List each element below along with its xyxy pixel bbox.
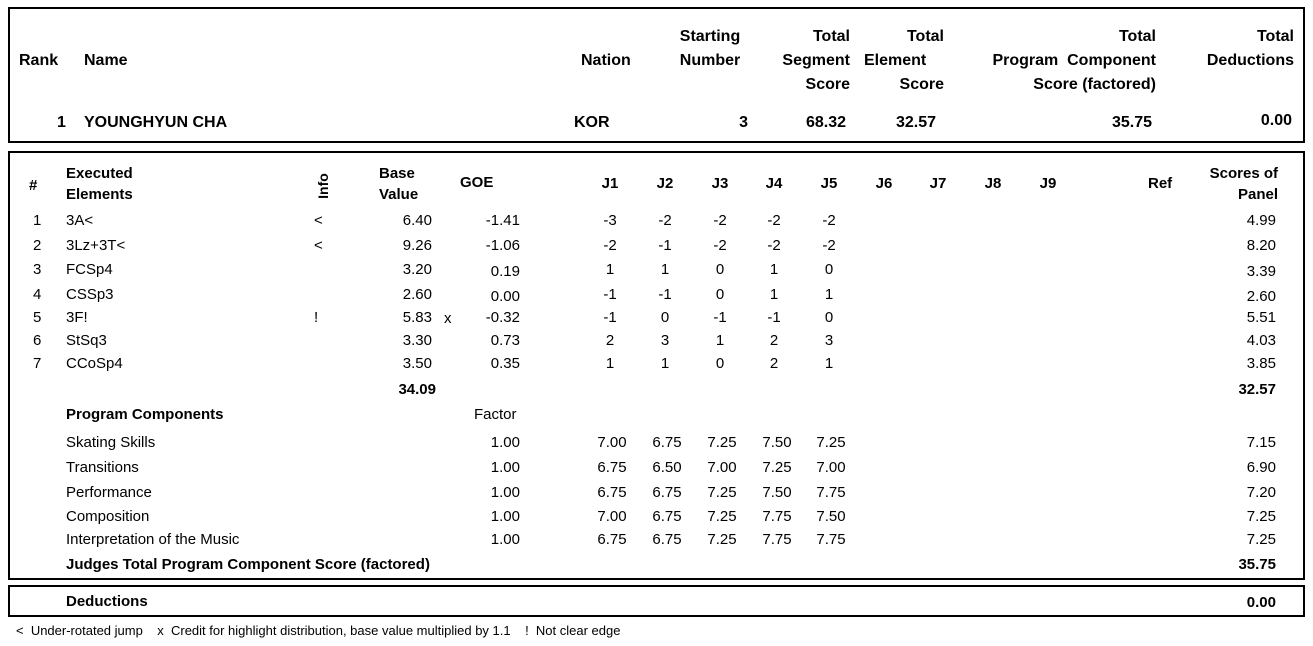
deductions-label: Deductions: [66, 593, 148, 610]
component-factor: 1.00: [490, 508, 520, 525]
component-j2: 6.75: [652, 484, 682, 501]
component-j3: 7.00: [707, 459, 737, 476]
element-number: 6: [33, 332, 42, 349]
element-name: CCoSp4: [66, 355, 123, 372]
skater-pcs: 35.75: [1111, 114, 1152, 131]
component-j1: 6.75: [597, 459, 627, 476]
component-j4: 7.75: [762, 508, 792, 525]
judge-header-j9: J9: [1039, 175, 1057, 192]
element-number: 4: [33, 286, 42, 303]
element-info: <: [314, 212, 323, 229]
element-j3: 0: [715, 261, 725, 278]
element-info: <: [314, 237, 323, 254]
component-panel-score: 7.20: [1246, 484, 1276, 501]
element-number: 7: [33, 355, 42, 372]
element-number: 2: [33, 237, 42, 254]
component-name: Skating Skills: [66, 434, 156, 451]
component-name: Transitions: [66, 459, 139, 476]
component-panel-score: 7.15: [1246, 434, 1276, 451]
judge-header-j4: J4: [765, 175, 783, 192]
element-j1: -2: [603, 237, 617, 254]
skater-summary-box: [8, 7, 1305, 143]
element-goe: 0.00: [490, 288, 520, 305]
component-j4: 7.50: [762, 434, 792, 451]
component-j2: 6.50: [652, 459, 682, 476]
component-panel-score: 6.90: [1246, 459, 1276, 476]
element-j3: -2: [713, 237, 727, 254]
goe-header: GOE: [460, 174, 494, 191]
component-j2: 6.75: [652, 508, 682, 525]
component-j4: 7.25: [762, 459, 792, 476]
deductions-box: [8, 585, 1305, 617]
element-j1: 1: [605, 261, 615, 278]
element-j3: -2: [713, 212, 727, 229]
component-name: Interpretation of the Music: [66, 531, 240, 548]
component-j3: 7.25: [707, 508, 737, 525]
element-j2: -1: [658, 286, 672, 303]
element-name: 3A<: [66, 212, 94, 229]
element-j1: 1: [605, 355, 615, 372]
element-base-value: 6.40: [402, 212, 432, 229]
element-base-value: 9.26: [402, 237, 432, 254]
element-j3: 0: [715, 286, 725, 303]
element-j4: 2: [769, 355, 779, 372]
element-panel-score: 8.20: [1246, 237, 1276, 254]
score-details-box: [8, 151, 1305, 580]
component-factor: 1.00: [490, 434, 520, 451]
judge-header-j6: J6: [875, 175, 893, 192]
element-panel-score: 3.39: [1246, 263, 1276, 280]
element-goe: 0.35: [490, 355, 520, 372]
component-j4: 7.75: [762, 531, 792, 548]
ref-header: Ref: [1148, 175, 1173, 192]
element-goe: -1.41: [485, 212, 520, 229]
element-j5: 0: [824, 309, 834, 326]
element-j5: -2: [822, 212, 836, 229]
element-name: CSSp3: [66, 286, 114, 303]
nation-header: Nation: [581, 52, 631, 69]
element-j4: 2: [769, 332, 779, 349]
base-value-total: 34.09: [398, 381, 436, 398]
skater-nation: KOR: [574, 114, 610, 131]
element-panel-score: 3.85: [1246, 355, 1276, 372]
element-base-value: 5.83: [402, 309, 432, 326]
component-j1: 7.00: [597, 434, 627, 451]
element-j3: 0: [715, 355, 725, 372]
skater-name: YOUNGHYUN CHA: [84, 114, 228, 131]
element-j2: 1: [660, 355, 670, 372]
component-j2: 6.75: [652, 434, 682, 451]
component-j1: 7.00: [597, 508, 627, 525]
element-j2: 1: [660, 261, 670, 278]
element-name: 3Lz+3T<: [66, 237, 126, 254]
element-name: FCSp4: [66, 261, 113, 278]
component-name: Composition: [66, 508, 150, 525]
element-j5: 0: [824, 261, 834, 278]
element-name: 3F!: [66, 309, 88, 326]
factor-header: Factor: [474, 406, 517, 423]
component-j5: 7.25: [816, 434, 846, 451]
component-j2: 6.75: [652, 531, 682, 548]
tes-header: Total Element Score: [864, 28, 944, 93]
deductions-header: Total Deductions: [1206, 28, 1294, 69]
element-j2: 3: [660, 332, 670, 349]
element-j3: -1: [713, 309, 727, 326]
element-j1: -1: [603, 309, 617, 326]
judge-header-j2: J2: [656, 175, 674, 192]
element-j5: -2: [822, 237, 836, 254]
component-j5: 7.00: [816, 459, 846, 476]
element-j4: -2: [767, 212, 781, 229]
element-j1: 2: [605, 332, 615, 349]
component-j5: 7.75: [816, 531, 846, 548]
panel-score-header: Scores of Panel: [1209, 165, 1278, 203]
pcs-header: Total Program Component Score (factored): [992, 28, 1156, 93]
elements-panel-total: 32.57: [1238, 381, 1276, 398]
component-factor: 1.00: [490, 531, 520, 548]
element-j5: 3: [824, 332, 834, 349]
skater-deductions: 0.00: [1260, 112, 1292, 129]
component-panel-score: 7.25: [1246, 531, 1276, 548]
starting-number-header: Starting Number: [679, 28, 741, 69]
component-j3: 7.25: [707, 484, 737, 501]
component-j3: 7.25: [707, 434, 737, 451]
skater-rank: 1: [57, 114, 66, 131]
element-base-value: 3.30: [402, 332, 432, 349]
element-j2: 0: [660, 309, 670, 326]
element-name: StSq3: [66, 332, 107, 349]
element-goe: -0.32: [485, 309, 520, 326]
element-j3: 1: [715, 332, 725, 349]
component-factor: 1.00: [490, 484, 520, 501]
judge-header-j3: J3: [711, 175, 729, 192]
tss-header: Total Segment Score: [782, 28, 850, 93]
component-j4: 7.50: [762, 484, 792, 501]
component-j3: 7.25: [707, 531, 737, 548]
skater-tss: 68.32: [805, 114, 846, 131]
element-number-header: #: [29, 177, 38, 194]
element-base-value: 2.60: [402, 286, 432, 303]
element-goe: -1.06: [485, 237, 520, 254]
element-j5: 1: [824, 355, 834, 372]
element-panel-score: 5.51: [1246, 309, 1276, 326]
element-bonus: x: [444, 310, 452, 327]
element-panel-score: 2.60: [1246, 288, 1276, 305]
element-base-value: 3.50: [402, 355, 432, 372]
element-panel-score: 4.03: [1246, 332, 1276, 349]
element-j2: -1: [658, 237, 672, 254]
base-value-header: Base Value: [379, 165, 419, 203]
components-total-label: Judges Total Program Component Score (factored): [66, 556, 430, 573]
judge-header-j7: J7: [929, 175, 947, 192]
component-factor: 1.00: [490, 459, 520, 476]
rank-header: Rank: [19, 52, 59, 69]
component-j1: 6.75: [597, 484, 627, 501]
program-components-title: Program Components: [66, 406, 224, 423]
element-number: 3: [33, 261, 42, 278]
element-panel-score: 4.99: [1246, 212, 1276, 229]
judge-header-j5: J5: [820, 175, 838, 192]
element-j4: 1: [769, 261, 779, 278]
legend-footnote: < Under-rotated jump x Credit for highlight distribution, base value multiplied by 1.1 ! Not clear edge: [16, 623, 621, 638]
element-j1: -1: [603, 286, 617, 303]
components-total-value: 35.75: [1238, 556, 1276, 573]
element-j1: -3: [603, 212, 617, 229]
component-j1: 6.75: [597, 531, 627, 548]
executed-elements-header: Executed Elements: [66, 165, 133, 203]
component-j5: 7.50: [816, 508, 846, 525]
element-info: !: [314, 309, 319, 326]
judge-header-j8: J8: [984, 175, 1002, 192]
name-header: Name: [84, 52, 128, 69]
deductions-value: 0.00: [1246, 594, 1276, 611]
component-panel-score: 7.25: [1246, 508, 1276, 525]
element-goe: 0.73: [490, 332, 520, 349]
element-number: 1: [33, 212, 42, 229]
element-j4: -2: [767, 237, 781, 254]
skater-tes: 32.57: [895, 114, 936, 131]
judge-header-j1: J1: [601, 175, 619, 192]
element-j4: 1: [769, 286, 779, 303]
element-base-value: 3.20: [402, 261, 432, 278]
component-j5: 7.75: [816, 484, 846, 501]
info-header: Info: [314, 173, 331, 199]
element-j4: -1: [767, 309, 781, 326]
element-number: 5: [33, 309, 42, 326]
component-name: Performance: [66, 484, 152, 501]
skater-starting-number: 3: [739, 114, 748, 131]
element-j2: -2: [658, 212, 672, 229]
element-j5: 1: [824, 286, 834, 303]
element-goe: 0.19: [490, 263, 520, 280]
